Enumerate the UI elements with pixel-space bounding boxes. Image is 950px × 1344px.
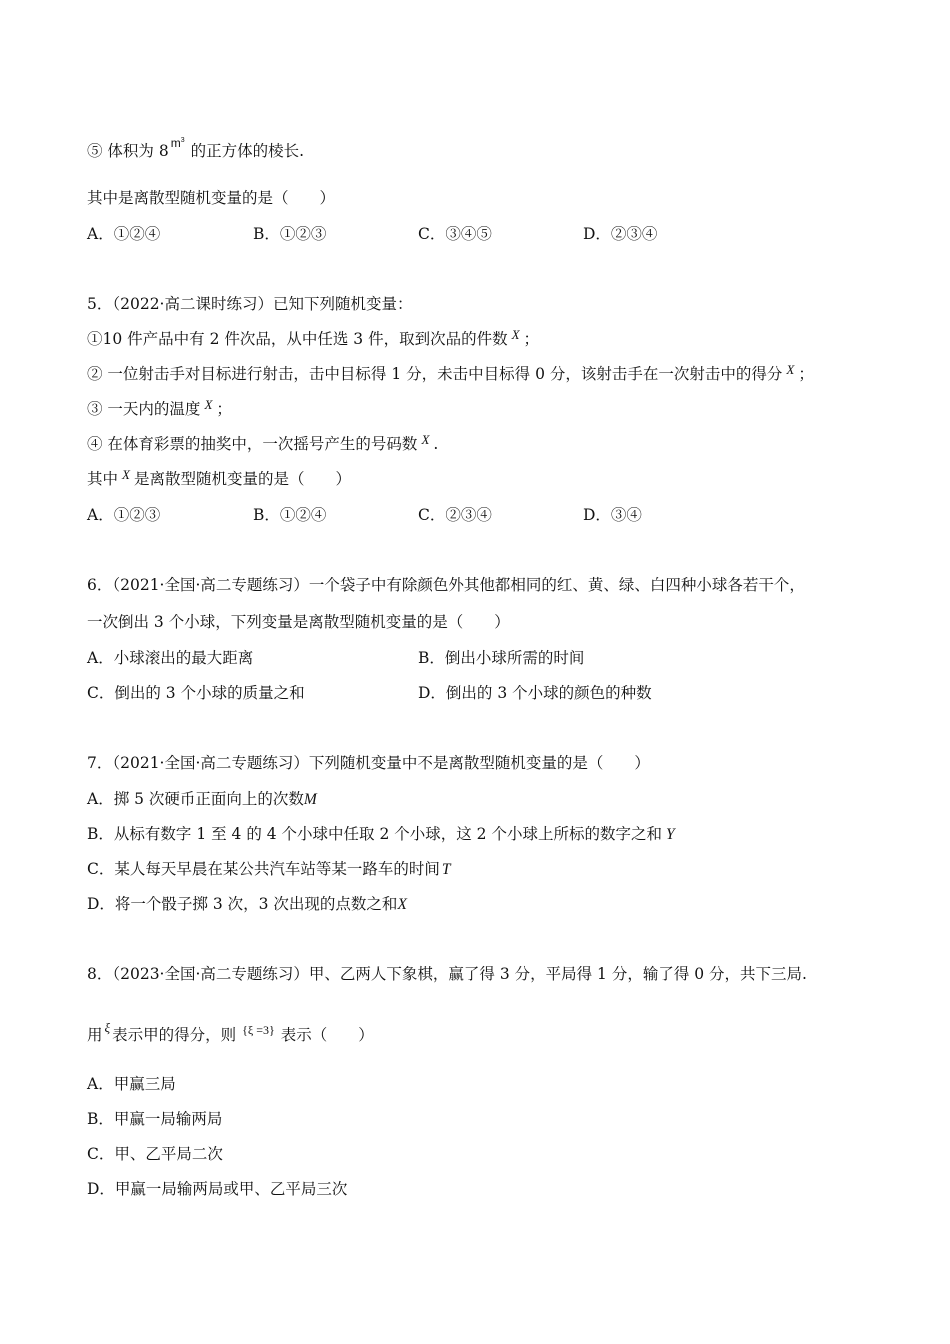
q5-item1-text: ①10 件产品中有 2 件次品，从中任选 3 件，取到次品的件数 — [87, 330, 508, 348]
q5-option-a: A．①②③ — [87, 506, 161, 524]
var-x: X — [421, 432, 430, 447]
q5-question — [87, 469, 351, 490]
q8-option-d: D．甲赢一局输两局或甲、乙平局三次 — [87, 1180, 348, 1198]
q5-item-4 — [87, 434, 438, 455]
q4-item5-tail: 的正方体的棱长. — [190, 142, 305, 160]
unit-m: m — [170, 136, 181, 150]
var-x: X — [204, 397, 213, 412]
var-x: X — [786, 362, 795, 377]
var-t: T — [441, 861, 451, 878]
q4-option-c: C．③④⑤ — [418, 225, 492, 243]
q7-option-a — [87, 789, 317, 810]
q8-line2-b: 表示甲的得分，则 — [112, 1026, 237, 1044]
q5-option-c: C．②③④ — [418, 506, 492, 524]
q5-item-1 — [87, 329, 539, 350]
q4-item-5 — [87, 136, 305, 162]
q8-stem-line-2 — [87, 1020, 374, 1046]
q4-item5-text: ⑤ 体积为 8 — [87, 142, 169, 160]
q5-item-3 — [87, 399, 232, 420]
var-x: X — [122, 467, 130, 482]
q7-option-d-text: D．将一个骰子掷 3 次，3 次出现的点数之和 — [87, 895, 398, 913]
q7-option-c — [87, 859, 451, 880]
q6-stem-line-2: 一次倒出 3 个小球，下列变量是离散型随机变量的是（ ） — [87, 613, 510, 631]
q7-option-b-text: B．从标有数字 1 至 4 的 4 个小球中任取 2 个小球，这 2 个小球上所标的数字之和 — [87, 825, 662, 843]
q5-option-d: D．③④ — [583, 506, 642, 524]
q8-line2-c: 表示（ ） — [280, 1026, 374, 1044]
var-y: Y — [665, 826, 675, 843]
q6-option-c: C．倒出的 3 个小球的质量之和 — [87, 684, 305, 702]
q8-option-a: A．甲赢三局 — [87, 1075, 176, 1093]
q5-question-post: 是离散型随机变量的是（ ） — [133, 470, 351, 488]
unit-cubic-meter — [171, 136, 185, 150]
q5-item2-text: ② 一位射击手对目标进行射击，击中目标得 1 分，未击中目标得 0 分，该射击手在一次射击中的得分 — [87, 365, 783, 383]
q8-line2-a: 用 — [87, 1026, 103, 1044]
q4-option-b: B．①②③ — [253, 225, 327, 243]
var-x: X — [511, 327, 520, 342]
var-m: M — [303, 791, 317, 808]
q7-option-d — [87, 894, 407, 915]
q5-item1-end: ； — [523, 330, 540, 348]
q7-option-a-text: A．掷 5 次硬币正面向上的次数 — [87, 790, 304, 808]
q8-option-b: B．甲赢一局输两局 — [87, 1110, 223, 1128]
q5-option-b: B．①②④ — [253, 506, 327, 524]
event-xi-equals-3: {ξ =3} — [242, 1023, 275, 1037]
q5-item3-end: ； — [216, 400, 232, 418]
var-x: X — [397, 896, 407, 913]
var-xi: ξ — [104, 1020, 111, 1035]
q7-option-c-text: C．某人每天早晨在某公共汽车站等某一路车的时间 — [87, 860, 440, 878]
q6-option-b: B．倒出小球所需的时间 — [418, 649, 585, 667]
q5-question-pre: 其中 — [87, 470, 119, 488]
q5-item4-text: ④ 在体育彩票的抽奖中，一次摇号产生的号码数 — [87, 435, 418, 453]
q5-item3-text: ③ 一天内的温度 — [87, 400, 201, 418]
unit-exponent: 3 — [180, 137, 185, 144]
q4-stem: 其中是离散型随机变量的是（ ） — [87, 189, 336, 207]
q8-stem-line-1: 8．（2023·全国·高二专题练习）甲、乙两人下象棋，赢了得 3 分，平局得 1 分，输了得 0 分，共下三局. — [87, 965, 807, 983]
q5-stem: 5．（2022·高二课时练习）已知下列随机变量： — [87, 295, 413, 313]
q4-option-d: D．②③④ — [583, 225, 658, 243]
q7-stem: 7．（2021·全国·高二专题练习）下列随机变量中不是离散型随机变量的是（ ） — [87, 754, 650, 772]
q4-option-a: A．①②④ — [87, 225, 161, 243]
q6-option-d: D．倒出的 3 个小球的颜色的种数 — [418, 684, 652, 702]
q6-stem-line-1: 6．（2021·全国·高二专题练习）一个袋子中有除颜色外其他都相同的红、黄、绿、白四种小球各若干个， — [87, 576, 805, 594]
q6-option-a: A．小球滚出的最大距离 — [87, 649, 254, 667]
q5-item2-end: ； — [798, 365, 814, 383]
q7-option-b — [87, 824, 675, 845]
q5-item4-end: . — [433, 435, 439, 453]
q8-option-c: C．甲、乙平局二次 — [87, 1145, 223, 1163]
q5-item-2 — [87, 364, 814, 385]
